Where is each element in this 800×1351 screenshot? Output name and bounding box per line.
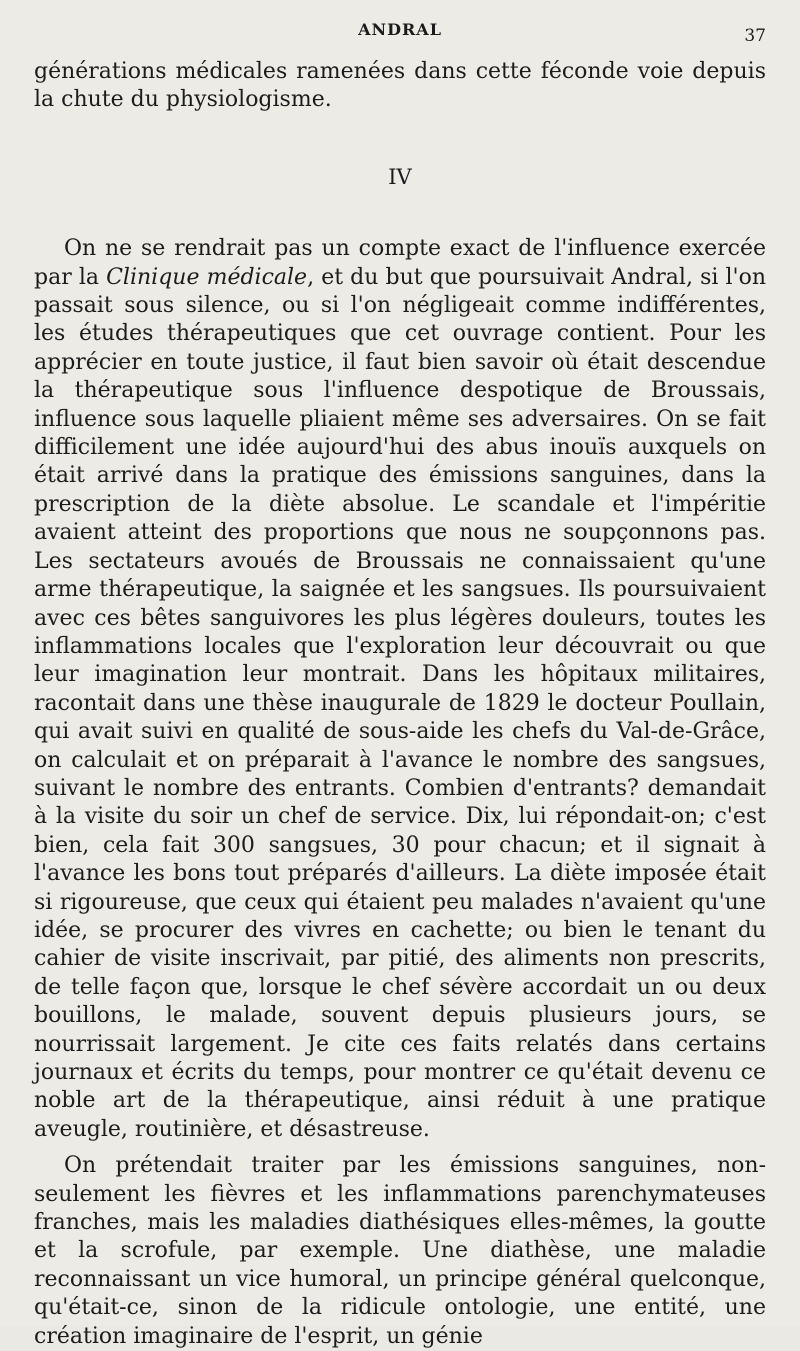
- carry-over-paragraph: générations médicales ramenées dans cette féconde voie depuis la chute du physiologisme.: [34, 59, 766, 113]
- body-text: [34, 58, 766, 1351]
- paragraph-1-part-2: , et du but que poursuivait Andral, si l'on passait sous silence, ou si l'on négligeait comme indifférentes, les études thérapeutiques que cet ouvrage contient. Pour les apprécier en toute justice, il faut bien savoir où était descendue la thérapeutique sous l'influence despotique de Broussais, influence sous laquelle pliaient même ses adversaires. On se fait difficilement une idée aujourd'hui des abus inouïs auxquels on était arrivé dans la pratique des émissions sanguines, dans la prescription de la diète absolue. Le scandale et l'impéritie avaient atteint des proportions que nous ne soupçonnons pas. Les sectateurs avoués de Broussais ne connaissaient qu'une arme thérapeutique, la saignée et les sangsues. Ils poursuivaient avec ces bêtes sanguivores les plus légères douleurs, toutes les inflammations locales que l'exploration leur découvrait ou que leur imagination leur montrait. Dans les hôpitaux militaires, racontait dans une thèse inaugurale de 1829 le docteur Poullain, qui avait suivi en qualité de sous-aide les chefs du Val-de-Grâce, on calculait et on préparait à l'avance le nombre des sangsues, suivant le nombre des entrants. Combien d'entrants? demandait à la visite du soir un chef de service. Dix, lui répondait-on; c'est bien, cela fait 300 sangsues, 30 pour chacun; et il signait à l'avance les bons tout préparés d'ailleurs. La diète imposée était si rigoureuse, que ceux qui étaient peu malades n'avaient qu'une idée, se procurer des vivres en cachette; ou bien le tenant du cahier de visite inscrivait, par pitié, des aliments non prescrits, de telle façon que, lorsque le chef sévère accordait un ou deux bouillons, le malade, souvent depuis plusieurs jours, se nourrissait largement. Je cite ces faits relatés dans certains journaux et écrits du temps, pour montrer ce qu'était devenu ce noble art de la thérapeutique, ainsi réduit à une pratique aveugle, routinière, et désastreuse.: [34, 264, 766, 1142]
- paragraph-1-part-1: On ne se rendrait pas un compte exact de l'influence exercée par la: [34, 236, 766, 290]
- page-number: 37: [744, 26, 766, 46]
- paragraph-2: On prétendait traiter par les émissions sanguines, non-seulement les fièvres et les inflammations parenchymateuses franches, mais les maladies diathésiques elles-mêmes, la goutte et la scrofule, par exemple. Une diathèse, une maladie reconnaissant un vice humoral, un principe général quelconque, qu'était-ce, sinon de la ridicule ontologie, une entité, une création imaginaire de l'esprit, un génie: [34, 1153, 766, 1349]
- section-heading: IV: [388, 164, 412, 189]
- paragraph-1: [34, 235, 766, 1144]
- book-title-italic: Clinique médicale: [106, 264, 308, 290]
- running-title: ANDRAL: [358, 20, 442, 39]
